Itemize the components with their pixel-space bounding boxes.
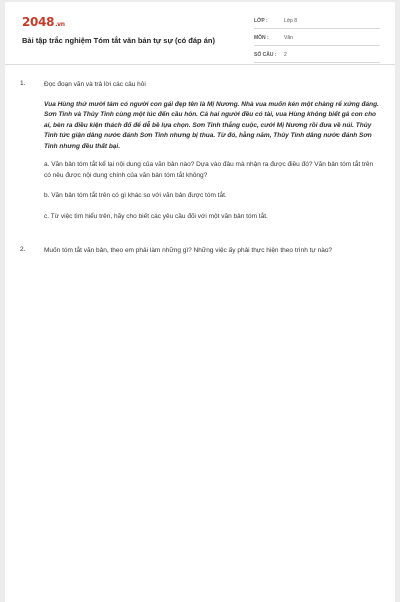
sub-question-c: c. Từ việc tìm hiểu trên, hãy cho biết các yêu cầu đối với một văn bản tóm tắt. — [44, 212, 268, 220]
sub-question-a: a. Văn bản tóm tắt kể lại nội dung của văn bản nào? Dựa vào đâu mà nhận ra được điều đó? Văn bản tóm tắt trên có nêu được nội dung chính của văn bản tóm tắt không? — [44, 161, 374, 179]
logo-text: 2048 — [22, 15, 55, 29]
meta-label-subject: MÔN : — [254, 35, 269, 41]
logo-suffix: .vn — [55, 21, 65, 28]
meta-value-subject: Văn — [284, 35, 293, 41]
question-item — [20, 80, 380, 232]
question-number: 2. — [20, 246, 26, 253]
reading-passage: Vua Hùng thứ mười tám có người con gái đẹp tên là Mị Nương. Nhà vua muốn kén một chàng rể xứng đáng. Sơn Tinh và Thủy Tinh cùng một lúc đến cầu hôn. Cả hai người đều có tài, vua Hùng không biết gả con cho ai, bèn ra điều kiện thách đố để dễ bề lựa chọn. Sơn Tinh thắng cuộc, cưới Mị Nương rồi đưa về núi. Thủy Tinh tức giận dâng nước đánh Sơn Tinh nhưng bị thua. Từ đó, hằng năm, Thủy Tinh dâng nước đánh Sơn Tinh nhưng đều thất bại. — [44, 100, 379, 150]
question-body — [44, 80, 380, 232]
meta-row-subject — [254, 31, 380, 46]
meta-label-question-count: SỐ CÂU : — [254, 52, 277, 58]
worksheet-header — [5, 2, 395, 65]
meta-label-class: LỚP : — [254, 18, 268, 24]
meta-value-question-count: 2 — [284, 52, 287, 58]
question-number: 1. — [20, 80, 26, 87]
site-logo[interactable] — [22, 15, 65, 29]
questions-list — [20, 80, 380, 266]
meta-info-panel — [254, 14, 380, 65]
worksheet-page — [5, 2, 395, 602]
meta-row-class — [254, 14, 380, 29]
question-item — [20, 246, 380, 266]
sub-question-b: b. Văn bản tóm tắt trên có gì khác so với văn bản được tóm tắt. — [44, 192, 227, 199]
page-title: Bài tập trắc nghiệm Tóm tắt văn bản tự sự (có đáp án) — [22, 36, 215, 45]
meta-row-question-count — [254, 48, 380, 63]
question-body — [44, 246, 380, 266]
question-text: Đọc đoạn văn và trả lời các câu hỏi — [44, 81, 146, 88]
meta-value-class: Lớp 8 — [284, 18, 298, 24]
question-text: Muốn tóm tắt văn bản, theo em phải làm những gì? Những việc ấy phải thực hiện theo trình tự nào? — [44, 247, 333, 254]
